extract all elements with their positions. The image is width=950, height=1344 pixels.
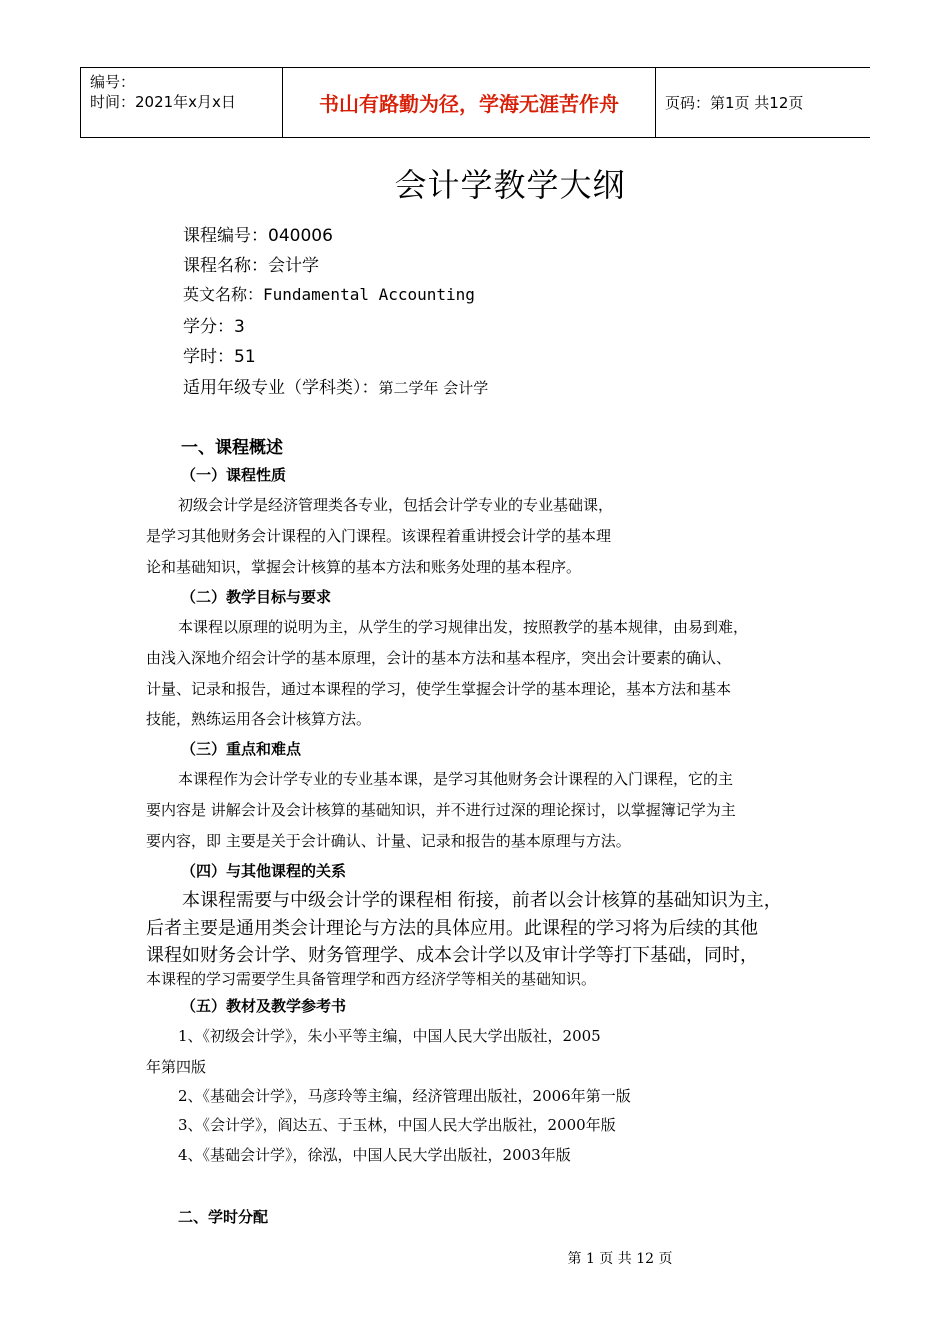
course-code xyxy=(183,221,333,246)
s4-heading: （四）与其他课程的关系 xyxy=(181,862,347,880)
s4-line-1: 本课程需要与中级会计学的课程相 衔接，前者以会计核算的基础知识为主， xyxy=(182,890,782,911)
s2-line-3: 计量、记录和报告，通过本课程的学习，使学生掌握会计学的基本理论，基本方法和基本 xyxy=(146,680,732,698)
s4-line-4: 本课程的学习需要学生具备管理学和西方经济学等相关的基础知识。 xyxy=(146,970,597,988)
section1-heading: 一、课程概述 xyxy=(181,438,283,458)
section2-heading: 二、学时分配 xyxy=(178,1208,269,1226)
s3-heading: （三）重点和难点 xyxy=(181,740,302,758)
s4-line-3: 课程如财务会计学、财务管理学、成本会计学以及审计学等打下基础，同时， xyxy=(146,945,758,966)
s5-line-1: 1、《初级会计学》，朱小平等主编，中国人民大学出版社，2005 xyxy=(178,1027,601,1045)
course-code-text: 课程编号：040006 xyxy=(183,226,333,246)
document-title: 会计学教学大纲 xyxy=(394,166,626,204)
header-page-info: 页码：第1页 共12页 xyxy=(665,94,804,112)
s1-heading: （一）课程性质 xyxy=(181,466,287,484)
grade-major xyxy=(183,373,488,398)
number-label: 编号： xyxy=(90,73,136,91)
s5-line-2: 年第四版 xyxy=(146,1058,207,1076)
header-divider-2 xyxy=(655,68,656,137)
page-footer: 第 1 页 共 12 页 xyxy=(567,1251,673,1267)
s2-line-2: 由浅入深地介绍会计学的基本原理，会计的基本方法和基本程序，突出会计要素的确认、 xyxy=(146,649,732,667)
s2-line-1: 本课程以原理的说明为主，从学生的学习规律出发，按照教学的基本规律，由易到难， xyxy=(178,618,749,636)
s3-line-3: 要内容，即 主要是关于会计确认、计量、记录和报告的基本原理与方法。 xyxy=(146,832,631,850)
s2-heading: （二）教学目标与要求 xyxy=(181,588,332,606)
s5-line-4: 3、《会计学》，阎达五、于玉林，中国人民大学出版社，2000年版 xyxy=(178,1116,616,1134)
time-label: 时间：2021年x月x日 xyxy=(90,93,236,111)
s3-line-1: 本课程作为会计学专业的专业基本课，是学习其他财务会计课程的入门课程，它的主 xyxy=(178,770,734,788)
header-left-cell xyxy=(90,72,236,112)
s5-line-3: 2、《基础会计学》，马彦玲等主编，经济管理出版社，2006年第一版 xyxy=(178,1087,631,1105)
s1-line-2: 是学习其他财务会计课程的入门课程。该课程着重讲授会计学的基本理 xyxy=(146,527,612,545)
english-name: 英文名称：Fundamental Accounting xyxy=(183,285,475,304)
header-motto: 书山有路勤为径，学海无涯苦作舟 xyxy=(319,92,619,116)
header-table xyxy=(80,67,870,138)
grade-label: 适用年级专业（学科类）： xyxy=(183,378,379,398)
s3-line-2: 要内容是 讲解会计及会计核算的基础知识，并不进行过深的理论探讨，以掌握簿记学为主 xyxy=(146,801,736,819)
s5-line-5: 4、《基础会计学》，徐泓，中国人民大学出版社，2003年版 xyxy=(178,1146,571,1164)
s1-line-1: 初级会计学是经济管理类各专业，包括会计学专业的专业基础课， xyxy=(178,496,614,514)
s5-heading: （五）教材及教学参考书 xyxy=(181,997,347,1015)
grade-value: 第二学年 会计学 xyxy=(378,379,489,397)
course-name: 课程名称：会计学 xyxy=(183,256,319,276)
s2-line-4: 技能，熟练运用各会计核算方法。 xyxy=(146,710,372,728)
credits: 学分：3 xyxy=(183,317,245,337)
s4-line-2: 后者主要是通用类会计理论与方法的具体应用。此课程的学习将为后续的其他 xyxy=(146,918,758,939)
header-border-left xyxy=(80,68,81,137)
s1-line-3: 论和基础知识，掌握会计核算的基本方法和账务处理的基本程序。 xyxy=(146,558,582,576)
hours: 学时：51 xyxy=(183,347,256,367)
